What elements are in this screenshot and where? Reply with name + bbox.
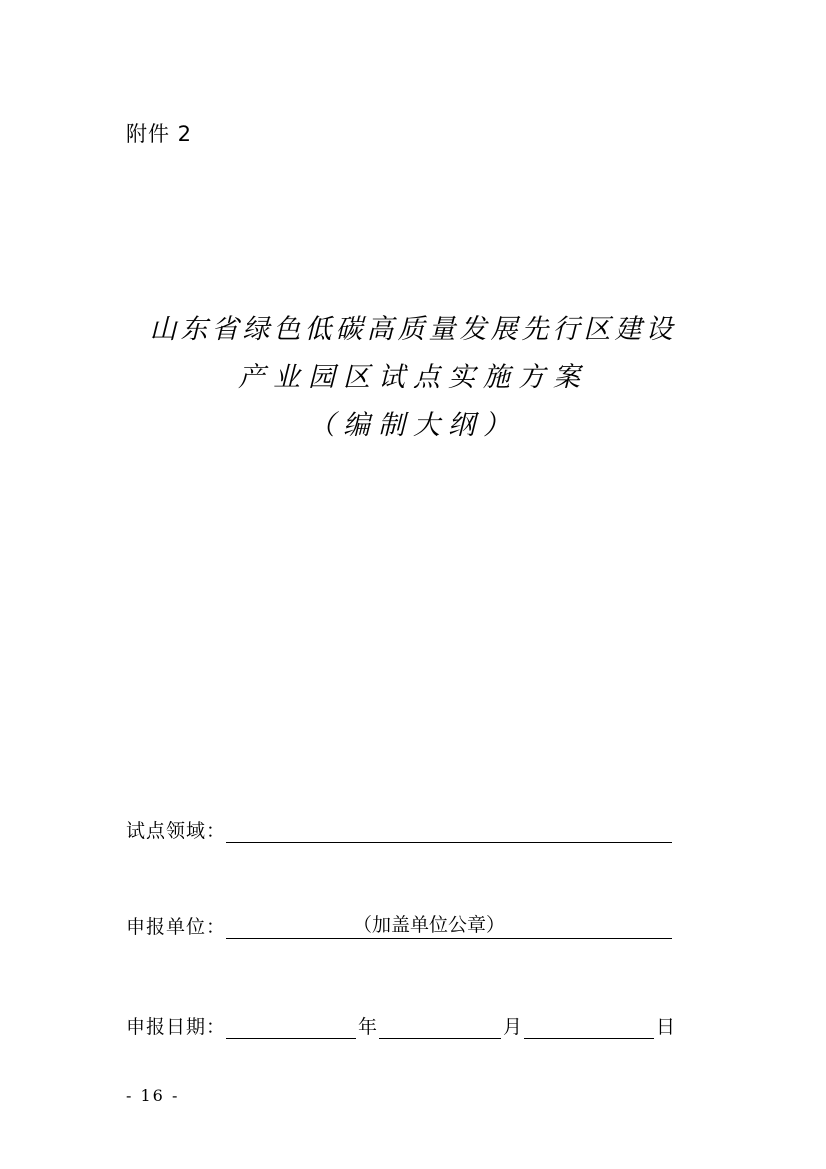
title-line-3: （编制大纲）: [308, 410, 518, 441]
pilot-field-label: 试点领域：: [126, 820, 227, 842]
day-input-line[interactable]: [524, 1014, 654, 1039]
day-label: 日: [656, 1016, 676, 1038]
pilot-field-row: [126, 816, 672, 843]
title-line-1: 山东省绿色低碳高质量发展先行区建设: [149, 314, 677, 345]
applicant-stamp-hint: （加盖单位公章）: [353, 914, 506, 936]
date-label: 申报日期：: [126, 1016, 227, 1038]
document-title: [0, 306, 826, 450]
applicant-label: 申报单位：: [126, 916, 227, 938]
month-label: 月: [503, 1016, 523, 1038]
applicant-input-line[interactable]: [226, 914, 672, 939]
year-input-line[interactable]: [226, 1014, 356, 1039]
attachment-label: 附件 2: [126, 122, 193, 146]
date-row: [126, 1012, 677, 1039]
page-number: - 16 -: [126, 1086, 180, 1105]
title-line-2: 产业园区试点实施方案: [238, 362, 588, 393]
year-label: 年: [358, 1016, 378, 1038]
month-input-line[interactable]: [379, 1014, 501, 1039]
pilot-field-input-line[interactable]: [226, 818, 672, 843]
applicant-row: [126, 912, 672, 939]
